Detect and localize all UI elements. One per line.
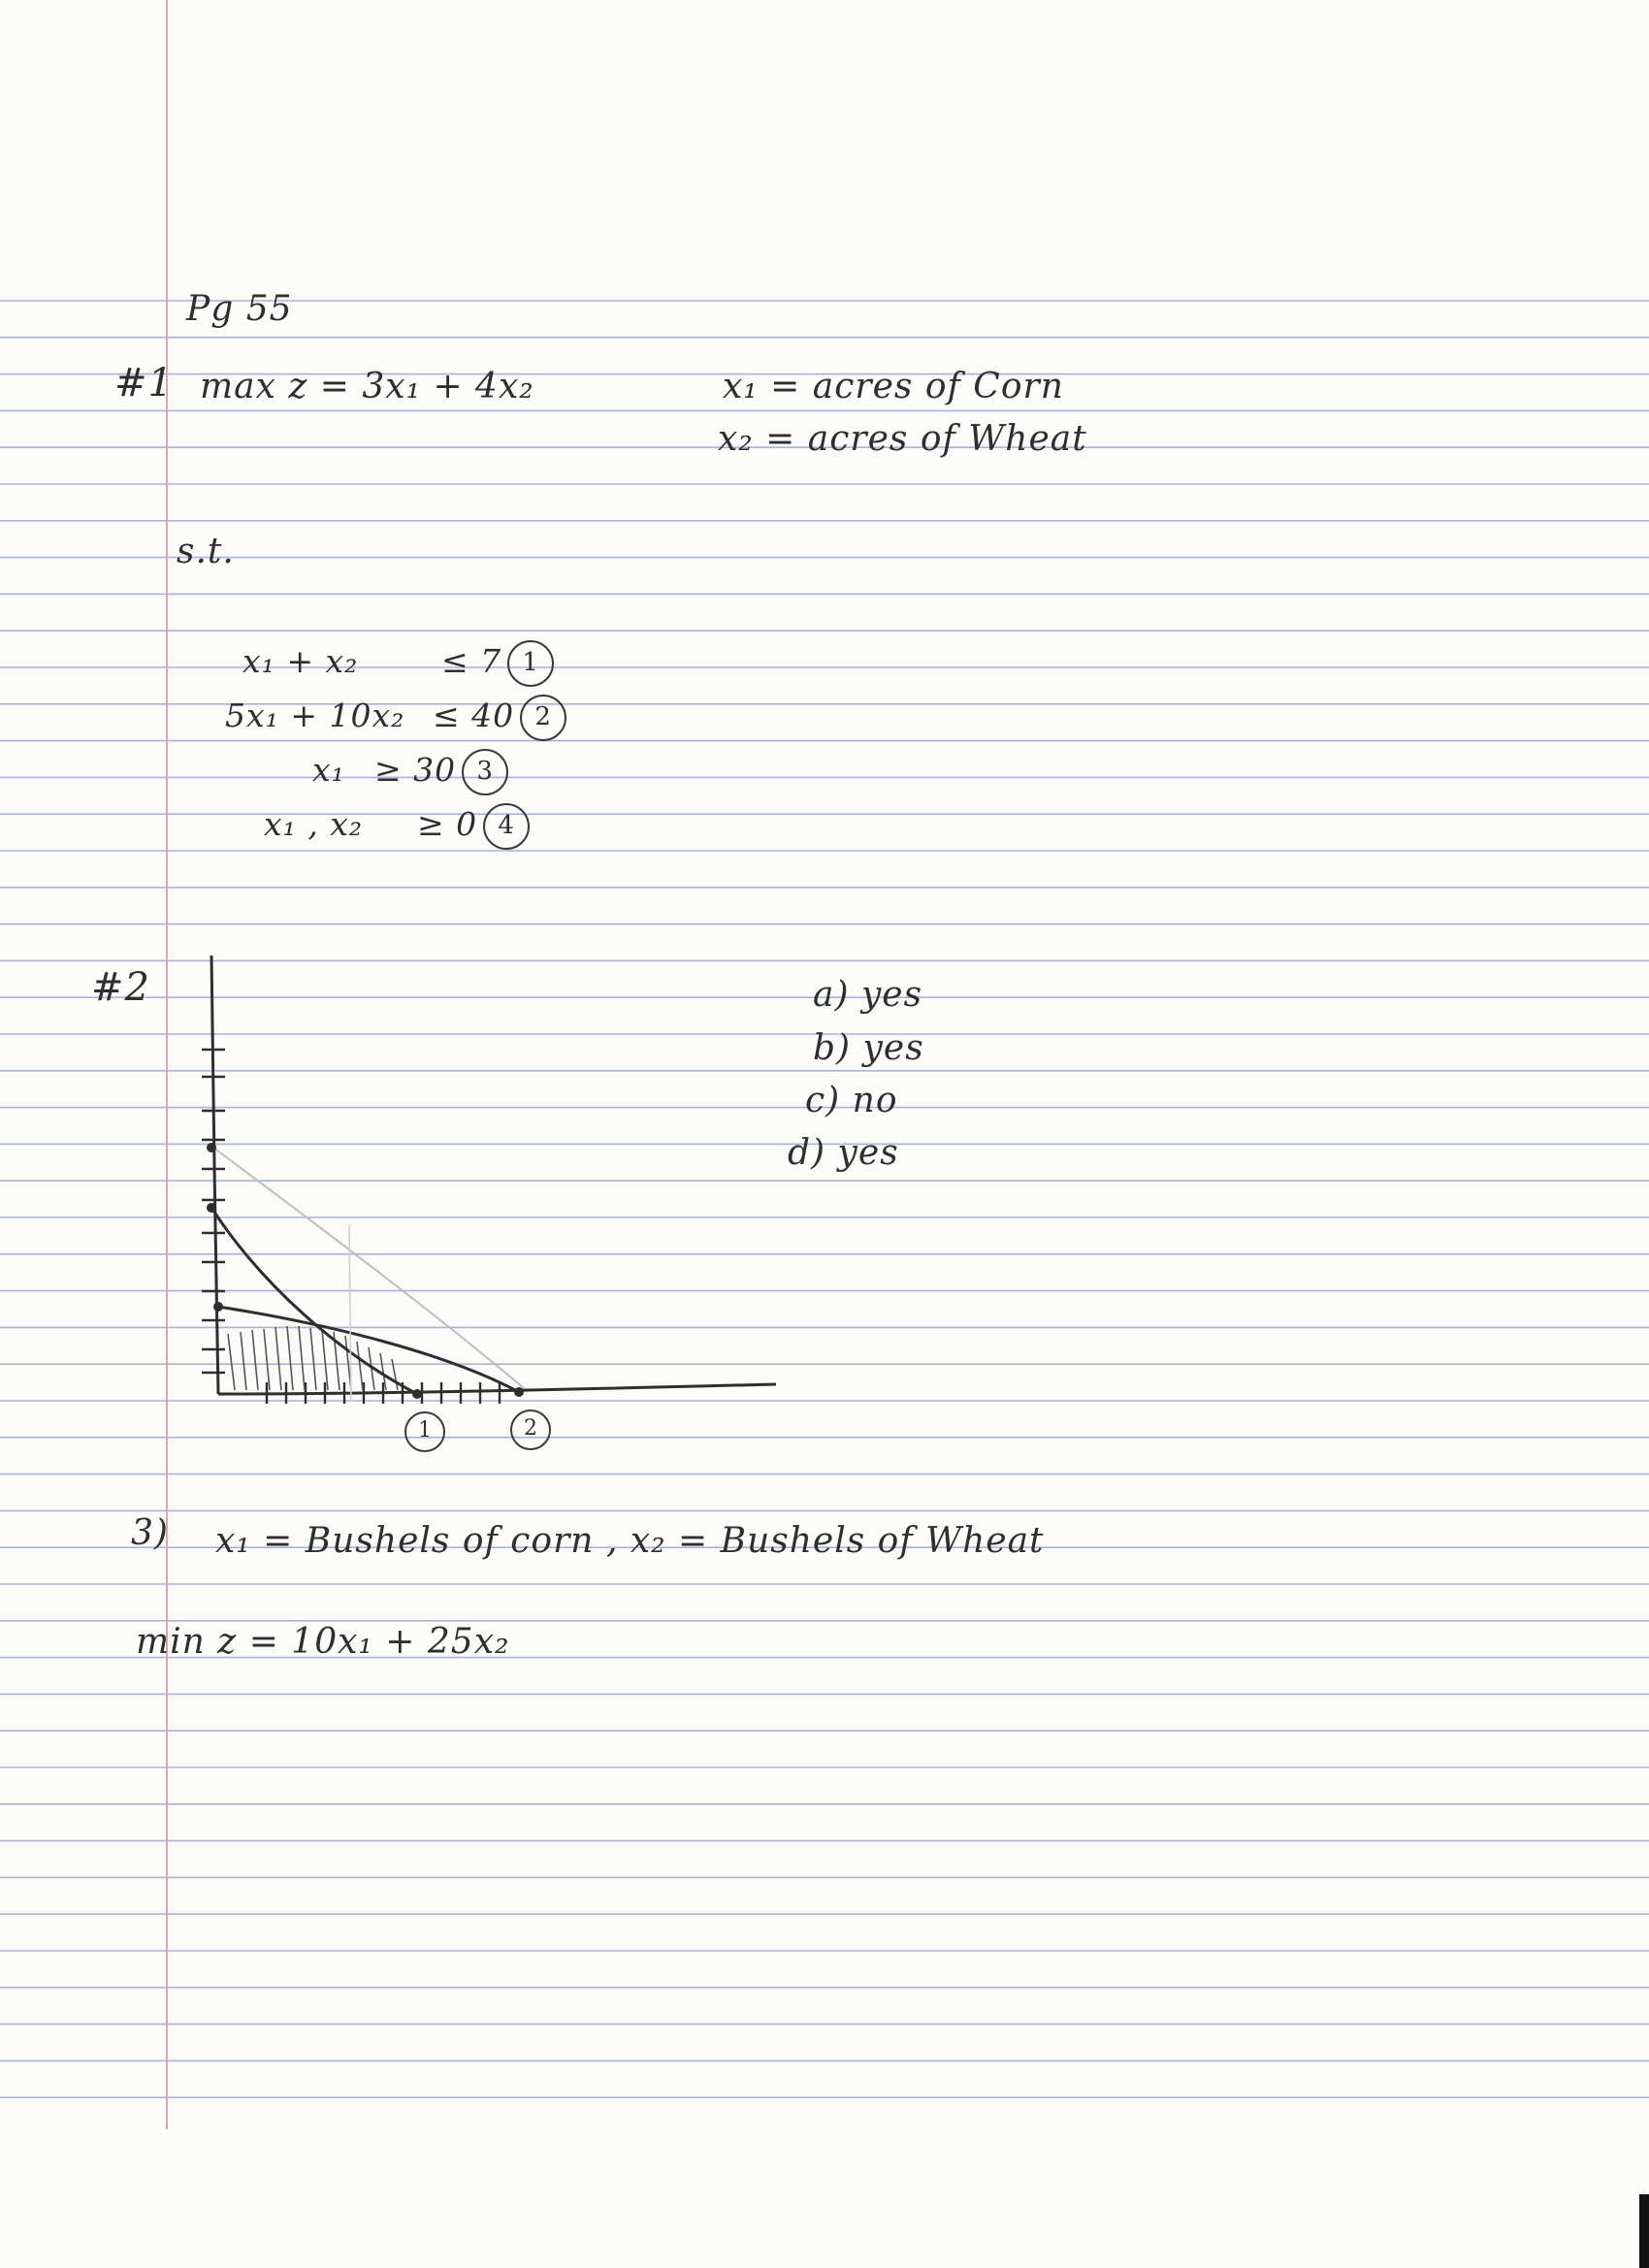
constraint-relation: ≥ 0 [417,805,478,843]
corner-points [207,1143,524,1399]
problem-3-number: 3) [131,1513,169,1553]
problem-1-number: #1 [114,361,174,405]
problem-2-number: #2 [91,965,150,1010]
answer-text: yes [860,975,923,1015]
constraint-expr: x₁ [312,751,345,789]
constraint-relation: ≤ 40 [433,697,515,734]
constraint-3 [312,749,508,795]
constraint-number-badge: 3 [462,749,508,795]
answer-text: yes [862,1028,924,1068]
answer-text: yes [837,1133,899,1173]
constraint-expr: x₁ + x₂ [242,642,359,680]
problem-3-objective: min z = 10x₁ + 25x₂ [136,1622,510,1662]
answer-c [805,1081,898,1120]
constraint-relation: ≥ 30 [374,751,457,789]
answer-text: no [852,1081,898,1120]
constraint-relation: ≤ 7 [441,642,502,680]
constraint-4 [264,803,530,850]
variable-definition-x2: x₂ = acres of Wheat [718,419,1087,459]
answer-letter: d) [788,1133,826,1173]
constraint-2 [225,695,566,741]
shaded-feasible-region [228,1326,398,1390]
answer-letter: c) [805,1081,841,1120]
answer-b [813,1028,924,1068]
y-axis [211,956,218,1394]
constraint-expr: 5x₁ + 10x₂ [225,697,405,734]
problem-3-definitions: x₁ = Bushels of corn , x₂ = Bushels of Wheat [215,1521,1045,1561]
constraint-number-badge: 1 [507,640,554,687]
constraint-number-badge: 2 [520,695,566,741]
answer-letter: a) [813,975,850,1015]
page-heading: Pg 55 [186,289,293,329]
feasible-region-sketch [175,946,805,1450]
constraint-number-badge: 4 [483,803,530,850]
scan-edge-shadow [1639,2194,1649,2268]
subject-to-label: s.t. [177,532,235,571]
constraint-expr: x₁ , x₂ [264,805,364,843]
answer-a [813,975,922,1015]
problem-1-objective: max z = 3x₁ + 4x₂ [200,367,534,406]
graph-label-1: 1 [404,1411,445,1452]
graph-label-2: 2 [510,1409,551,1450]
variable-definition-x1: x₁ = acres of Corn [723,367,1064,406]
x-axis [218,1384,776,1394]
answer-d [788,1133,899,1173]
answer-letter: b) [813,1028,852,1068]
constraint-1 [242,640,554,687]
